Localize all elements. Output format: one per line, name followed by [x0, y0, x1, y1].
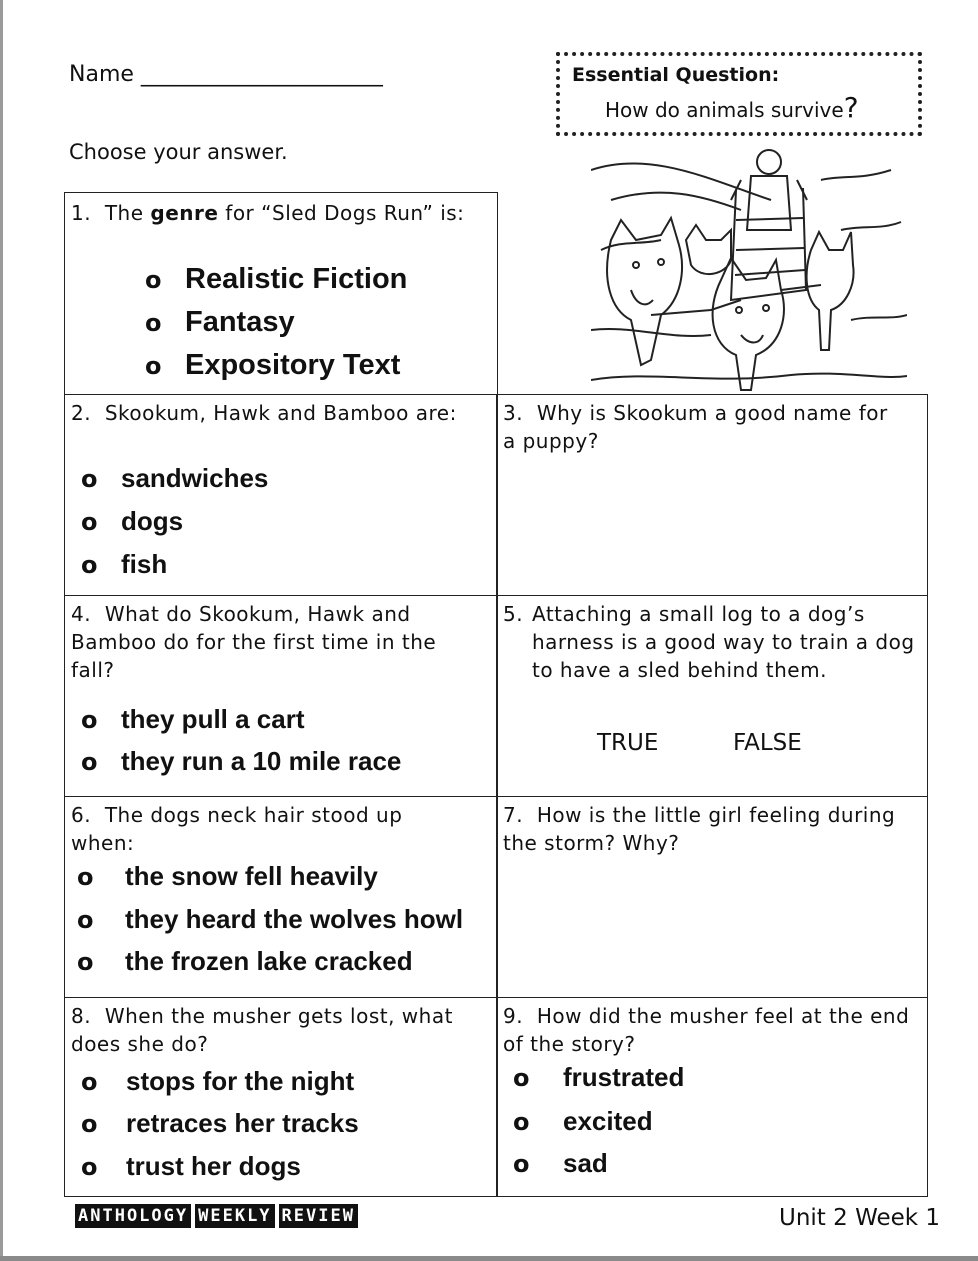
question-9-option-3[interactable]: o sad [513, 1148, 608, 1178]
instructions: Choose your answer. [69, 140, 288, 164]
essential-question-box [556, 52, 922, 136]
question-1-cell [64, 192, 498, 395]
question-8-option-3[interactable]: o trust her dogs [81, 1151, 301, 1181]
question-5-text: Attaching a small log to a dog’s harness is a good way to train a dog to have a sled behind them. [532, 602, 915, 682]
question-6-option-2[interactable]: o they heard the wolves howl [77, 904, 464, 934]
question-8-cell [64, 997, 498, 1197]
question-9-text: 9. How did the musher feel at the end of the story? [503, 1004, 910, 1056]
question-1-option-3[interactable]: o Expository Text [145, 349, 401, 381]
name-line: Name ______________________ [69, 62, 383, 87]
essential-question-text: How do animals survive? [605, 91, 860, 124]
question-4-cell [64, 595, 498, 797]
question-2-option-1[interactable]: o sandwiches [81, 463, 269, 493]
question-1-text: 1. The genre for “Sled Dogs Run” is: [71, 201, 465, 225]
question-5-number: 5. [503, 602, 524, 626]
question-6-text: 6. The dogs neck hair stood up when: [71, 803, 403, 855]
question-3-cell [496, 394, 928, 596]
question-5-cell [496, 595, 928, 797]
question-9-option-1[interactable]: o frustrated [513, 1062, 685, 1092]
question-6-cell [64, 796, 498, 998]
anthology-weekly-review-badge: ANTHOLOGY WEEKLY REVIEW [75, 1206, 362, 1226]
question-8-option-2[interactable]: o retraces her tracks [81, 1108, 359, 1138]
unit-week-label: Unit 2 Week 1 [779, 1205, 941, 1231]
question-7-cell [496, 796, 928, 998]
question-6-option-1[interactable]: o the snow fell heavily [77, 861, 378, 891]
question-2-cell [64, 394, 498, 596]
question-3-text: 3. Why is Skookum a good name for a puppy? [503, 401, 888, 453]
essential-question-title: Essential Question: [572, 64, 780, 86]
question-4-option-1[interactable]: o they pull a cart [81, 704, 305, 734]
question-2-text: 2. Skookum, Hawk and Bamboo are: [71, 401, 457, 425]
false-option[interactable]: FALSE [733, 730, 802, 756]
question-6-option-3[interactable]: o the frozen lake cracked [77, 946, 413, 976]
question-2-option-3[interactable]: o fish [81, 549, 168, 579]
question-8-text: 8. When the musher gets lost, what does she do? [71, 1004, 453, 1056]
question-8-option-1[interactable]: o stops for the night [81, 1066, 355, 1096]
question-4-option-2[interactable]: o they run a 10 mile race [81, 746, 402, 776]
question-1-option-1[interactable]: o Realistic Fiction [145, 263, 408, 295]
sled-dogs-illustration [591, 140, 907, 392]
question-9-cell [496, 997, 928, 1197]
question-7-text: 7. How is the little girl feeling during the storm? Why? [503, 803, 896, 855]
question-2-option-2[interactable]: o dogs [81, 506, 184, 536]
question-1-option-2[interactable]: o Fantasy [145, 306, 295, 338]
true-option[interactable]: TRUE [597, 730, 659, 756]
question-4-text: 4. What do Skookum, Hawk and Bamboo do for the first time in the fall? [71, 602, 437, 682]
question-9-option-2[interactable]: o excited [513, 1106, 653, 1136]
